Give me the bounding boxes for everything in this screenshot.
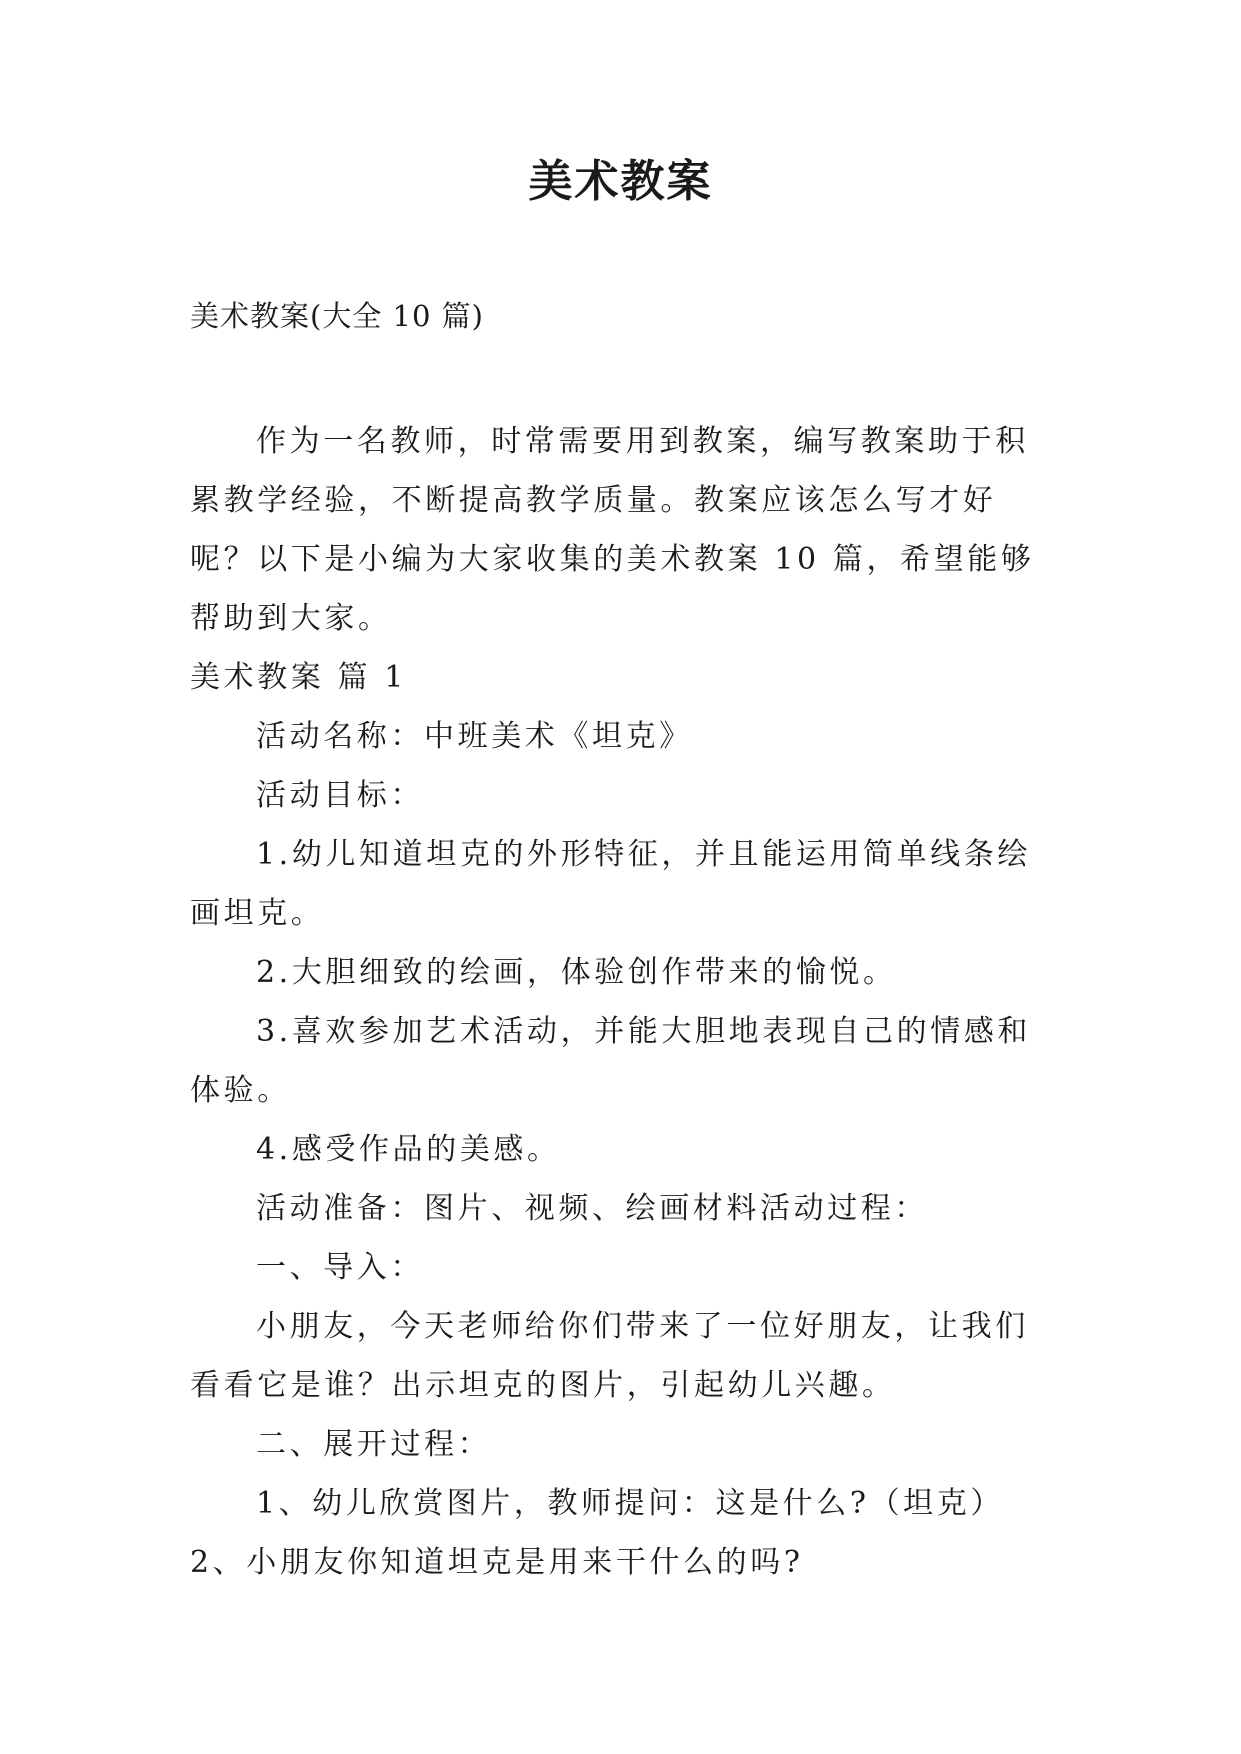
document-title: 美术教案 [528, 156, 713, 207]
paragraph: 1、幼儿欣赏图片，教师提问：这是什么?（坦克）2、小朋友你知道坦克是用来干什么的吗? [190, 1486, 1004, 1580]
paragraph: 4.感受作品的美感。 [256, 1132, 561, 1167]
paragraph: 2.大胆细致的绘画，体验创作带来的愉悦。 [256, 955, 897, 990]
paragraph: 一、导入： [256, 1250, 424, 1285]
document-subtitle: 美术教案(大全 10 篇) [190, 299, 484, 333]
paragraph: 3.喜欢参加艺术活动，并能大胆地表现自己的情感和体验。 [190, 1014, 1032, 1108]
paragraph: 美术教案 篇 1 [190, 660, 407, 695]
paragraph: 小朋友，今天老师给你们带来了一位好朋友，让我们看看它是谁？出示坦克的图片，引起幼儿兴趣。 [190, 1309, 1029, 1403]
paragraph: 活动目标： [256, 778, 424, 813]
paragraph: 二、展开过程： [256, 1427, 492, 1462]
paragraph: 活动准备：图片、视频、绘画材料活动过程： [256, 1191, 928, 1226]
paragraph: 作为一名教师，时常需要用到教案，编写教案助于积累教学经验，不断提高教学质量。教案应该怎么写才好呢？以下是小编为大家收集的美术教案 10 篇，希望能够帮助到大家。 [190, 424, 1035, 636]
paragraph: 活动名称：中班美术《坦克》 [256, 719, 693, 754]
document-body [190, 412, 1052, 1592]
paragraph: 1.幼儿知道坦克的外形特征，并且能运用简单线条绘画坦克。 [190, 837, 1032, 931]
